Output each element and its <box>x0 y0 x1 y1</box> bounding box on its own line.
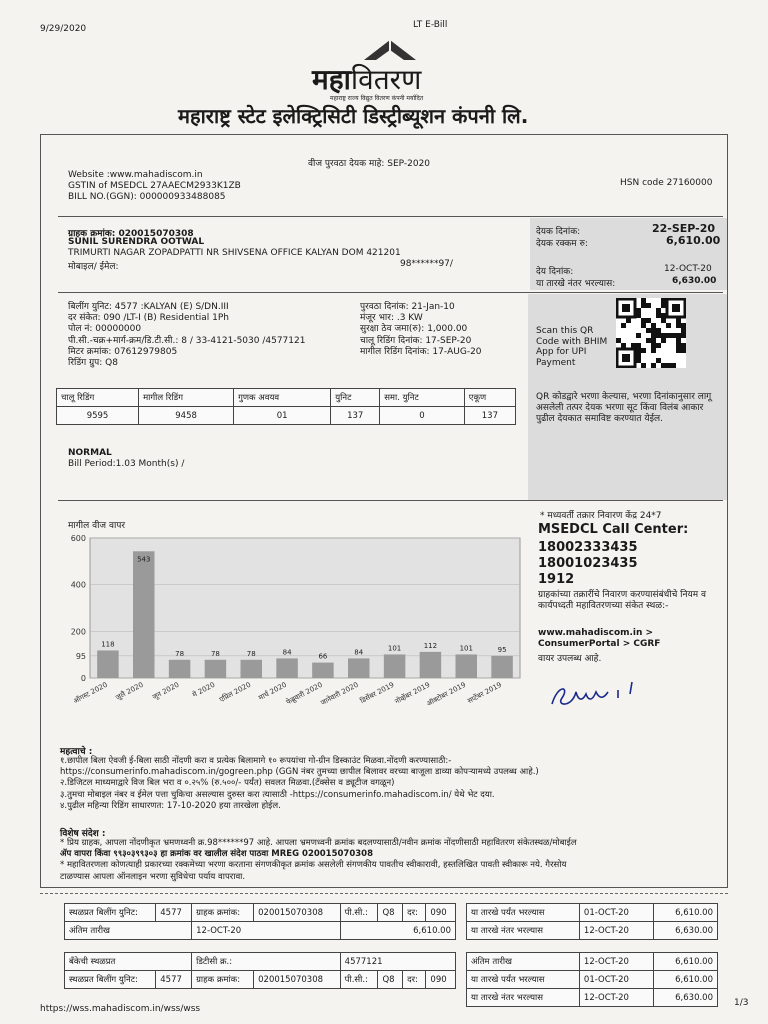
y-tick-label: 95 <box>75 651 86 661</box>
bar <box>491 656 513 678</box>
bar <box>384 654 406 678</box>
website: Website :www.mahadiscom.in <box>68 170 203 180</box>
note-line: २.डिजिटल माध्यमाद्वारे विज बिल भरा व ०.२५% (रु.५००/- पर्यंत) सवलत मिळवा.(टॅक्सेस व ड्यूटीज वगळून) <box>60 778 395 789</box>
gstin: GSTIN of MSEDCL 27AAECM2933K1ZB <box>68 181 241 191</box>
chart-title: मागील वीज वापर <box>68 521 126 531</box>
y-tick-label: 400 <box>70 580 86 590</box>
slip-cell: 6,630.00 <box>653 922 717 940</box>
x-tick-label: जून 2020 <box>151 680 181 702</box>
qr-code-icon[interactable] <box>616 298 686 368</box>
slip-cell: 020015070308 <box>254 971 341 989</box>
x-tick-label: ऑक्टोबर 2019 <box>425 680 468 709</box>
bill-date: 22-SEP-20 <box>652 222 716 235</box>
data-label: 543 <box>137 555 151 564</box>
slip-cell: 6,610.00 <box>340 922 455 940</box>
data-label: 78 <box>175 649 185 658</box>
bill-amount: 6,610.00 <box>666 234 721 247</box>
bar <box>133 551 155 678</box>
qr-caption-line: App for UPI <box>536 347 587 357</box>
divider <box>58 500 723 501</box>
slip-cell: अंतिम तारीख <box>65 922 192 940</box>
link[interactable]: www.mahadiscom.in > <box>538 628 654 638</box>
pc-route: पी.सी.-चक्र+मार्ग-क्रम/डि.टी.सी.: 8 / 33-4121-5030 /4577121 <box>68 335 306 346</box>
slip-cell: 6,610.00 <box>653 953 717 971</box>
reading-group: रिडिंग ग्रुप: Q8 <box>68 358 118 369</box>
reading-header: युनिट <box>331 389 380 407</box>
data-label: 84 <box>282 648 292 657</box>
slip-cell: Q8 <box>378 904 403 922</box>
slip-cell: 6,610.00 <box>653 971 717 989</box>
page-number: 1/3 <box>734 998 749 1008</box>
bar <box>420 652 442 678</box>
slip-cell: बँकेची स्थळप्रत <box>65 953 192 971</box>
consumer-address: TRIMURTI NAGAR ZOPADPATTI NR SHIVSENA OFFICE KALYAN DOM 421201 <box>68 248 401 258</box>
call-center-title: MSEDCL Call Center: <box>538 522 689 537</box>
bill-month: वीज पुरवठा देयक माहे: SEP-2020 <box>308 159 431 169</box>
slip-cell: 6,630.00 <box>653 989 717 1007</box>
x-tick-label: एप्रिल 2020 <box>218 680 253 704</box>
qr-caption <box>536 326 607 368</box>
x-tick-label: नोव्हेंबर 2019 <box>393 680 432 706</box>
brand-name-b: वितरण <box>350 63 422 96</box>
special-line: ॲप वापरा किंवा ९९३०३९९३०३ हा क्रमांक वर खालील संदेश पाठवा MREG 020015070308 <box>60 849 373 860</box>
details-right <box>360 302 482 358</box>
reading-value: 0 <box>380 407 465 425</box>
slip-cell: दर: <box>403 904 426 922</box>
data-label: 66 <box>318 652 328 661</box>
security-deposit: सुरक्षा ठेव जमा(रु): 1,000.00 <box>360 324 468 335</box>
slip1-table <box>64 903 456 940</box>
x-tick-label: ऑगस्ट 2020 <box>72 680 109 706</box>
sanctioned-load: मंजूर भार: .3 KW <box>360 313 423 324</box>
mobile-value: 98******97/ <box>400 259 453 269</box>
hsn-code: HSN code 27160000 <box>620 178 713 188</box>
special-title: विशेष संदेश : <box>60 829 106 839</box>
slip-cell: 12-OCT-20 <box>192 922 341 940</box>
reading-header: समा. युनिट <box>380 389 465 407</box>
special-line: * प्रिय ग्राहक, आपला नोंदणीकृत भ्रमणध्वनी क्र.98******97 आहे. आपला भ्रमणध्वनी क्रमांक बदलण्यासाठी/नवीन क्रमांक नोंदणीसाठी महावितरण संकेतस्थळ/मोबाईल <box>60 838 577 848</box>
bill-no: BILL NO.(GGN): 000000933488085 <box>68 192 226 202</box>
x-tick-label: मे 2020 <box>191 680 217 700</box>
phone-number[interactable]: 18001023435 <box>538 556 638 571</box>
pole-no: पोल नं: 00000000 <box>68 324 142 335</box>
slip-cell: 090 <box>426 904 456 922</box>
slip-cell: 12-OCT-20 <box>579 953 653 971</box>
slip-cell: 12-OCT-20 <box>579 922 653 940</box>
current-reading-date: चालू रिडिंग दिनांक: 17-SEP-20 <box>360 335 472 346</box>
brand-name-a: महा <box>312 63 351 96</box>
slip-cell: 12-OCT-20 <box>579 989 653 1007</box>
link[interactable]: ConsumerPortal > CGRF <box>538 639 661 649</box>
slip-cell: Q8 <box>378 971 403 989</box>
call-center-numbers <box>538 540 638 588</box>
divider <box>58 292 723 293</box>
reading-header: मागील रिडिंग <box>139 389 234 407</box>
signature <box>548 678 658 718</box>
bill-period: Bill Period:1.03 Month(s) / <box>68 459 185 469</box>
data-label: 78 <box>246 649 256 658</box>
data-label: 112 <box>423 641 438 650</box>
data-label: 101 <box>387 644 402 653</box>
bill-date-label: देयक दिनांक: <box>536 227 581 237</box>
notes <box>60 756 724 812</box>
slip-cell: 4577 <box>156 904 192 922</box>
consumption-chart <box>52 530 532 740</box>
slip2-right-table <box>466 952 718 1007</box>
reading-value: 137 <box>464 407 515 425</box>
phone-number[interactable]: 18002333435 <box>538 540 638 555</box>
slip-cell: या तारखे पर्यंत भरल्यास <box>467 904 580 922</box>
qr-caption-line: Payment <box>536 357 576 368</box>
slip-cell: दर: <box>403 971 426 989</box>
bar <box>205 660 227 678</box>
x-tick-label: डिसेंबर 2019 <box>358 680 396 706</box>
slip2-table <box>64 952 456 989</box>
x-tick-label: फेब्रुवारी 2020 <box>284 680 324 707</box>
print-title: LT E-Bill <box>413 20 448 30</box>
slip-cell: 6,610.00 <box>653 904 717 922</box>
data-label: 84 <box>354 648 364 657</box>
details-left <box>68 302 305 369</box>
slip-cell: 020015070308 <box>254 904 341 922</box>
slip-cell: या तारखे नंतर भरल्यास <box>467 989 580 1007</box>
notes-title: महत्वाचे : <box>60 747 93 757</box>
qr-caption-line: Code with BHIM <box>536 336 608 347</box>
grievance-text: ग्राहकांच्या तक्रारींचे निवारण करण्यासंबंधीचे नियम व कार्यपध्दती महावितरणच्या संकेत स्थळ:- <box>538 590 706 611</box>
x-tick-label: मार्च 2020 <box>257 680 289 703</box>
cut-line <box>40 893 728 894</box>
bar <box>312 663 334 678</box>
previous-reading-date: मागील रिडिंग दिनांक: 17-AUG-20 <box>360 346 482 357</box>
slip-cell: 090 <box>426 971 456 989</box>
after-due-label: या तारखे नंतर भरल्यास: <box>536 279 616 289</box>
bar <box>241 660 263 678</box>
reading-value: 9458 <box>139 407 234 425</box>
qr-note: QR कोडद्वारे भरणा केल्यास, भरणा दिनांकानुसार लागू असलेली तत्पर देयक भरणा सूट किंवा विलंब आकार पुढील देयकात समाविष्ट करण्यात येईल. <box>536 392 712 424</box>
bar <box>97 650 119 678</box>
x-tick-label: सप्टेंबर 2019 <box>466 680 504 706</box>
reading-header: एकूण <box>464 389 515 407</box>
after-due-amount: 6,630.00 <box>672 276 717 286</box>
billing-unit: बिलींग युनिट: 4577 :KALYAN (E) S/DN.III <box>68 302 229 312</box>
slip-cell: या तारखे नंतर भरल्यास <box>467 922 580 940</box>
footer-url[interactable]: https://wss.mahadiscom.in/wss/wss <box>40 1004 201 1014</box>
brand-name <box>312 60 421 98</box>
mobile-label: मोबाइल/ ईमेल: <box>68 262 119 272</box>
supply-date: पुरवठा दिनांक: 21-Jan-10 <box>360 302 455 312</box>
x-tick-label: जुलै 2020 <box>114 680 145 702</box>
special-line: * महावितरणला कोणत्याही प्रकारच्या रक्कमेच्या भरणा करताना संगणकीकृत क्रमांक असलेली संगणकीय पावतीच स्वीकारावी, हस्तलिखित पावती स्वीकारू नये. गैरसोय <box>60 860 567 871</box>
qr-caption-line: Scan this QR <box>536 326 594 336</box>
reading-header: चालू रिडिंग <box>57 389 139 407</box>
y-tick-label: 600 <box>70 534 86 543</box>
call-center-note: * मध्यवर्ती तक्रार निवारण केंद्र 24*7 <box>540 511 662 521</box>
data-label: 78 <box>210 649 220 658</box>
bar <box>456 654 478 678</box>
reading-value: 9595 <box>57 407 139 425</box>
due-date: 12-OCT-20 <box>664 264 712 274</box>
meter-no: मिटर क्रमांक: 07612979805 <box>68 346 178 357</box>
data-label: 118 <box>101 640 115 649</box>
grievance-links <box>538 628 660 650</box>
company-name: महाराष्ट्र स्टेट इलेक्ट्रिसिटी डिस्ट्रीब्यूशन कंपनी लि. <box>178 104 529 128</box>
reading-header: गुणक अवयव <box>234 389 331 407</box>
slip-cell: 01-OCT-20 <box>579 904 653 922</box>
note-line: १.छापील बिला ऐवजी ई-बिला साठी नोंदणी करा व प्रत्येक बिलामागे १० रूपयांचा गो-ग्रीन डिस्काउंट मिळवा.नोंदणी करण्यासाठी:- <box>60 756 452 766</box>
brand-tagline: महाराष्ट्र राज्य विद्युत वितरण कंपनी मर्यादित <box>330 95 424 102</box>
slip-cell: पी.सी.: <box>340 971 378 989</box>
slip1-right-table <box>466 903 718 940</box>
slip-cell: डिटीसी क्र.: <box>192 953 341 971</box>
slip-cell: अंतिम तारीख <box>467 953 580 971</box>
bar <box>348 658 370 678</box>
reading-table <box>56 388 516 425</box>
slip-cell: स्थळप्रत बिलींग युनिट: <box>65 971 156 989</box>
reading-status: NORMAL <box>68 448 112 458</box>
slip-cell: 01-OCT-20 <box>579 971 653 989</box>
slip-cell: ग्राहक क्रमांक: <box>192 971 254 989</box>
bar <box>169 660 191 678</box>
phone-number[interactable]: 1912 <box>538 572 575 587</box>
note-line: https://consumerinfo.mahadiscom.in/gogreen.php (GGN नंबर तुमच्या छापील बिलावर वरच्या बाजूला डाव्या कोपऱ्यामध्ये उपलब्ध आहे.) <box>60 767 539 778</box>
slip-cell: या तारखे पर्यंत भरल्यास <box>467 971 580 989</box>
note-line: ४.पुढील महिन्या रिडिंग साधारणत: 17-10-2020 हया तारखेला होईल. <box>60 800 281 811</box>
consumer-name: SUNIL SURENDRA OOTWAL <box>68 237 205 247</box>
bar <box>276 658 298 678</box>
special-messages <box>60 838 724 883</box>
y-tick-label: 200 <box>70 627 86 637</box>
due-date-label: देय दिनांक: <box>536 267 574 277</box>
consumer-number: ग्राहक क्रमांक: 020015070308 <box>68 229 194 239</box>
special-line: टाळण्यास आपला ऑनलाइन भरणा सुविधेचा पर्याय वापरावा. <box>60 871 246 882</box>
data-label: 101 <box>459 644 473 653</box>
tariff: दर संकेत: 090 /LT-I (B) Residential 1Ph <box>68 313 229 324</box>
slip-cell: 4577121 <box>340 953 455 971</box>
slip-cell: स्थळप्रत बिलींग युनिट: <box>65 904 156 922</box>
note-line: ३.तुमचा मोबाइल नंबर व ईमेल पत्ता चुकिचा असल्यास दुरुस्त करा त्यासाठी -https://consumerinfo.mahadiscom.in/ येथे भेट दया. <box>60 789 495 800</box>
slip-cell: 4577 <box>156 971 192 989</box>
reading-value: 01 <box>234 407 331 425</box>
print-date: 9/29/2020 <box>40 24 87 34</box>
reading-value: 137 <box>331 407 380 425</box>
slip-cell: ग्राहक क्रमांक: <box>192 904 254 922</box>
grievance-avail: वायर उपलब्ध आहे. <box>538 654 602 664</box>
y-tick-label: 0 <box>80 674 86 683</box>
divider <box>58 216 723 217</box>
bill-amount-label: देयक रक्कम रु: <box>536 239 588 249</box>
slip-cell: पी.सी.: <box>340 904 378 922</box>
x-tick-label: जानेवारी 2020 <box>319 680 360 708</box>
data-label: 95 <box>497 645 507 654</box>
